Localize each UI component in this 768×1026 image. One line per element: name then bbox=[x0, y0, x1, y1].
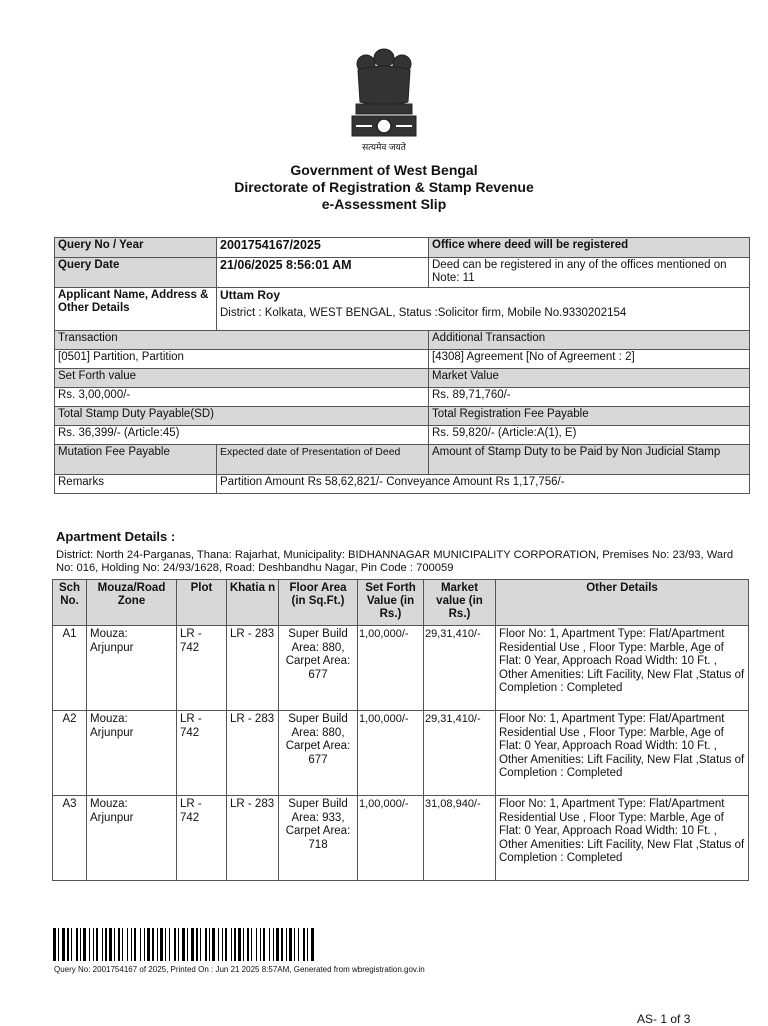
barcode-bar bbox=[303, 928, 305, 961]
barcode-bar bbox=[134, 928, 136, 961]
barcode-bar bbox=[269, 928, 270, 961]
table-row bbox=[53, 711, 749, 796]
barcode-bar bbox=[234, 928, 236, 961]
office-value: Deed can be registered in any of the offices mentioned on Note: 11 bbox=[429, 258, 750, 288]
remarks-label: Remarks bbox=[55, 475, 217, 494]
set-forth-value: Rs. 3,00,000/- bbox=[55, 388, 429, 407]
query-no-value: 2001754167/2025 bbox=[217, 238, 429, 258]
table-row bbox=[53, 796, 749, 881]
barcode-bar bbox=[273, 928, 274, 961]
barcode-bar bbox=[62, 928, 65, 961]
mouza: Mouza: Arjunpur bbox=[87, 711, 177, 796]
barcode-bar bbox=[83, 928, 86, 961]
barcode-bar bbox=[191, 928, 194, 961]
barcode-bar bbox=[140, 928, 141, 961]
plot: LR - 742 bbox=[177, 626, 227, 711]
reg-fee-value: Rs. 59,820/- (Article:A(1), E) bbox=[429, 426, 750, 445]
barcode-bar bbox=[263, 928, 265, 961]
apartment-details-title: Apartment Details : bbox=[56, 529, 176, 544]
sch-no: A3 bbox=[53, 796, 87, 881]
barcode-bar bbox=[178, 928, 179, 961]
print-footer-note: Query No: 2001754167 of 2025, Printed On : Jun 21 2025 8:57AM, Generated from wbregistration.gov.in bbox=[54, 965, 425, 974]
barcode-bar bbox=[157, 928, 158, 961]
heading-line-2: Directorate of Registration & Stamp Revenue bbox=[234, 179, 534, 195]
barcode-bar bbox=[165, 928, 166, 961]
heading-line-3: e-Assessment Slip bbox=[321, 196, 447, 212]
column-header: Other Details bbox=[496, 580, 749, 626]
barcode-bar bbox=[109, 928, 112, 961]
barcode-bar bbox=[80, 928, 81, 961]
barcode-bar bbox=[169, 928, 170, 961]
barcode-bar bbox=[152, 928, 154, 961]
barcode-bar bbox=[256, 928, 257, 961]
barcode-bar bbox=[307, 928, 308, 961]
transaction-value: [0501] Partition, Partition bbox=[55, 350, 429, 369]
mutation-fee-label: Mutation Fee Payable bbox=[55, 445, 217, 475]
barcode-bar bbox=[67, 928, 69, 961]
sch-no: A1 bbox=[53, 626, 87, 711]
market-value: Rs. 89,71,760/- bbox=[429, 388, 750, 407]
barcode-bar bbox=[238, 928, 241, 961]
barcode-bar bbox=[182, 928, 185, 961]
barcode-bar bbox=[251, 928, 252, 961]
applicant-details: District : Kolkata, WEST BENGAL, Status :Solicitor firm, Mobile No.9330202154 bbox=[220, 307, 627, 319]
apartment-location: District: North 24-Parganas, Thana: Rajarhat, Municipality: BIDHANNAGAR MUNICIPALITY CORPORATION, Premises No: 23/93, Ward No: 016, Holding No: 24/93/1628, Road: Deshbandhu Nagar, Pin Code : 700059 bbox=[56, 549, 734, 574]
mouza: Mouza: Arjunpur bbox=[87, 626, 177, 711]
barcode-bar bbox=[147, 928, 150, 961]
expected-date-label: Expected date of Presentation of Deed bbox=[217, 445, 429, 475]
query-no-label: Query No / Year bbox=[55, 238, 217, 258]
reg-fee-label: Total Registration Fee Payable bbox=[429, 407, 750, 426]
other-details: Floor No: 1, Apartment Type: Flat/Apartment Residential Use , Floor Type: Marble, Age of Flat: 0 Year, Approach Road Width: 10 Ft. , Other Amenities: Lift Facility, New Flat ,Status of Completion : Completed bbox=[496, 711, 749, 796]
barcode-bar bbox=[105, 928, 107, 961]
apartment-details-table bbox=[52, 579, 749, 881]
barcode-bar bbox=[118, 928, 120, 961]
barcode-bar bbox=[144, 928, 145, 961]
barcode-bar bbox=[294, 928, 295, 961]
barcode-bar bbox=[222, 928, 223, 961]
market-amount: 31,08,940/- bbox=[424, 796, 496, 881]
barcode-bar bbox=[58, 928, 59, 961]
barcode-bar bbox=[311, 928, 314, 961]
floor-area: Super Build Area: 880, Carpet Area: 677 bbox=[279, 711, 358, 796]
stamp-duty-value: Rs. 36,399/- (Article:45) bbox=[55, 426, 429, 445]
barcode-bar bbox=[71, 928, 72, 961]
barcode-bar bbox=[276, 928, 279, 961]
barcode-bar bbox=[200, 928, 201, 961]
column-header: Sch No. bbox=[53, 580, 87, 626]
column-header: Khatia n bbox=[227, 580, 279, 626]
barcode-bar bbox=[187, 928, 188, 961]
page-number: AS- 1 of 3 bbox=[637, 1012, 691, 1026]
barcode-bar bbox=[289, 928, 292, 961]
barcode-bar bbox=[209, 928, 210, 961]
query-date-label: Query Date bbox=[55, 258, 217, 288]
barcode-bar bbox=[212, 928, 215, 961]
assessment-summary-table bbox=[54, 237, 750, 494]
barcode-bar bbox=[298, 928, 299, 961]
query-date-value: 21/06/2025 8:56:01 AM bbox=[217, 258, 429, 288]
barcode-bar bbox=[231, 928, 232, 961]
barcode-icon bbox=[53, 928, 315, 961]
set-forth-amount: 1,00,000/- bbox=[358, 796, 424, 881]
applicant-name: Uttam Roy bbox=[220, 288, 281, 302]
barcode-bar bbox=[243, 928, 244, 961]
barcode-bar bbox=[260, 928, 261, 961]
barcode-bar bbox=[96, 928, 98, 961]
heading-line-1: Government of West Bengal bbox=[290, 162, 478, 178]
plot: LR - 742 bbox=[177, 796, 227, 881]
set-forth-label: Set Forth value bbox=[55, 369, 429, 388]
barcode-bar bbox=[218, 928, 219, 961]
barcode-bar bbox=[174, 928, 176, 961]
barcode-bar bbox=[127, 928, 128, 961]
market-amount: 29,31,410/- bbox=[424, 711, 496, 796]
khatian: LR - 283 bbox=[227, 711, 279, 796]
barcode-bar bbox=[122, 928, 123, 961]
set-forth-amount: 1,00,000/- bbox=[358, 626, 424, 711]
barcode-bar bbox=[286, 928, 287, 961]
applicant-label: Applicant Name, Address & Other Details bbox=[55, 288, 217, 331]
office-label: Office where deed will be registered bbox=[429, 238, 750, 258]
document-heading bbox=[0, 162, 768, 213]
floor-area: Super Build Area: 880, Carpet Area: 677 bbox=[279, 626, 358, 711]
barcode-bar bbox=[131, 928, 132, 961]
table-row bbox=[53, 626, 749, 711]
sch-no: A2 bbox=[53, 711, 87, 796]
khatian: LR - 283 bbox=[227, 796, 279, 881]
barcode-bar bbox=[225, 928, 227, 961]
column-header: Set Forth Value (in Rs.) bbox=[358, 580, 424, 626]
barcode-bar bbox=[76, 928, 78, 961]
barcode-bar bbox=[89, 928, 90, 961]
additional-transaction-label: Additional Transaction bbox=[429, 331, 750, 350]
barcode-bar bbox=[196, 928, 198, 961]
column-header: Plot bbox=[177, 580, 227, 626]
khatian: LR - 283 bbox=[227, 626, 279, 711]
applicant-cell bbox=[217, 288, 750, 331]
additional-transaction-value: [4308] Agreement [No of Agreement : 2] bbox=[429, 350, 750, 369]
market-amount: 29,31,410/- bbox=[424, 626, 496, 711]
barcode-bar bbox=[53, 928, 56, 961]
remarks-value: Partition Amount Rs 58,62,821/- Conveyance Amount Rs 1,17,756/- bbox=[217, 475, 750, 494]
barcode-bar bbox=[247, 928, 249, 961]
barcode-bar bbox=[114, 928, 115, 961]
other-details: Floor No: 1, Apartment Type: Flat/Apartment Residential Use , Floor Type: Marble, Age of Flat: 0 Year, Approach Road Width: 10 Ft. , Other Amenities: Lift Facility, New Flat ,Status of Completion : Completed bbox=[496, 796, 749, 881]
column-header: Floor Area (in Sq.Ft.) bbox=[279, 580, 358, 626]
barcode-bar bbox=[102, 928, 103, 961]
mouza: Mouza: Arjunpur bbox=[87, 796, 177, 881]
non-judicial-stamp-label: Amount of Stamp Duty to be Paid by Non Judicial Stamp bbox=[429, 445, 750, 475]
set-forth-amount: 1,00,000/- bbox=[358, 711, 424, 796]
column-header: Market value (in Rs.) bbox=[424, 580, 496, 626]
market-value-label: Market Value bbox=[429, 369, 750, 388]
barcode-bar bbox=[160, 928, 163, 961]
stamp-duty-label: Total Stamp Duty Payable(SD) bbox=[55, 407, 429, 426]
plot: LR - 742 bbox=[177, 711, 227, 796]
other-details: Floor No: 1, Apartment Type: Flat/Apartment Residential Use , Floor Type: Marble, Age of Flat: 0 Year, Approach Road Width: 10 Ft. , Other Amenities: Lift Facility, New Flat ,Status of Completion : Completed bbox=[496, 626, 749, 711]
transaction-label: Transaction bbox=[55, 331, 429, 350]
barcode-bar bbox=[281, 928, 283, 961]
column-header: Mouza/Road Zone bbox=[87, 580, 177, 626]
emblem-motto: सत्यमेव जयते bbox=[362, 142, 406, 152]
barcode-bar bbox=[205, 928, 207, 961]
barcode-bar bbox=[93, 928, 94, 961]
floor-area: Super Build Area: 933, Carpet Area: 718 bbox=[279, 796, 358, 881]
